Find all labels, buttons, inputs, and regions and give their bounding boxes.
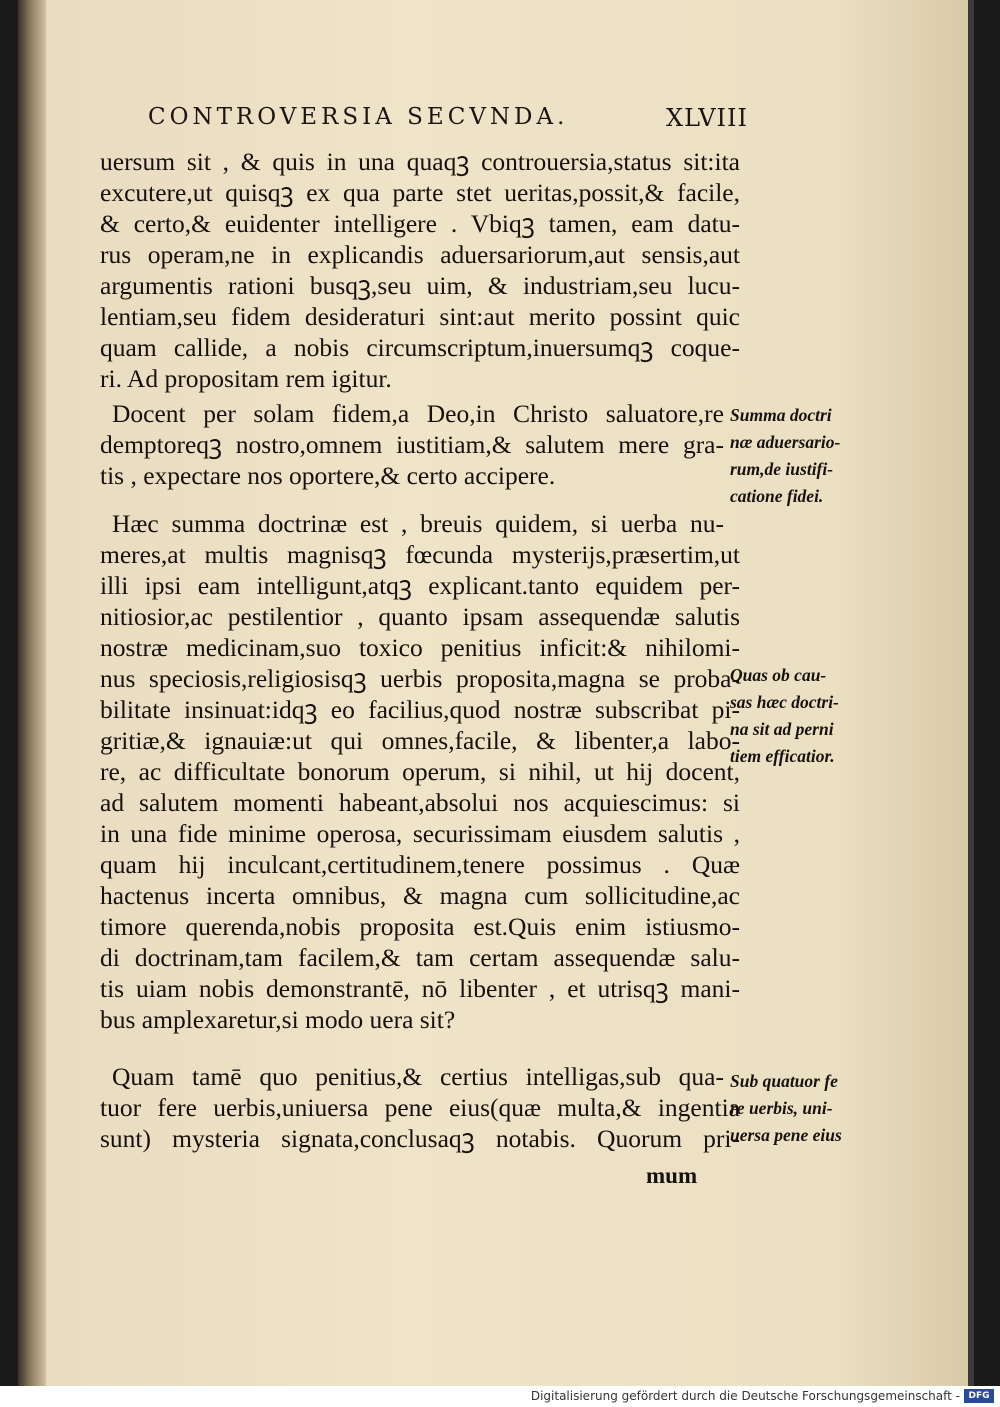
margin-note <box>730 662 866 770</box>
text-line: tuor fere uerbis,uniuersa pene eius(quæ multa,& ingentia <box>100 1093 740 1122</box>
folio-number: XLVIII <box>666 104 748 132</box>
margin-note-line: uersa pene eius <box>730 1125 842 1145</box>
text-line: re, ac difficultate bonorum operum, si nihil, ut hij docent, <box>100 757 740 786</box>
text-line: gritiæ,& ignauiæ:ut qui omnes,facile, & libenter,a labo- <box>100 726 740 755</box>
margin-note-line: rum,de iustifi- <box>730 459 834 479</box>
margin-note-line: næ aduersario- <box>730 432 841 452</box>
text-line: bilitate insinuat:idqꝫ eo facilius,quod nostræ subscribat pi- <box>100 695 740 724</box>
text-line: Quam tamē quo penitius,& certius intelligas,sub qua- <box>112 1062 724 1091</box>
margin-note-line: catione fidei. <box>730 486 824 506</box>
text-line: tis uiam nobis demonstrantē, nō libenter , et utrisqꝫ mani- <box>100 974 740 1003</box>
text-line: meres,at multis magnisqꝫ fœcunda mysterijs,præsertim,ut <box>100 540 740 569</box>
text-line: Hæc summa doctrinæ est , breuis quidem, si uerba nu- <box>112 509 724 538</box>
page-header <box>148 104 748 144</box>
text-line: illi ipsi eam intelligunt,atqꝫ explicant.tanto equidem per- <box>100 571 740 600</box>
text-line: excutere,ut quisqꝫ ex qua parte stet ueritas,possit,& facile, <box>100 178 740 207</box>
text-line: quam hij inculcant,certitudinem,tenere possimus . Quæ <box>100 850 740 879</box>
catchword: mum <box>646 1163 698 1188</box>
page-gutter-shadow <box>18 0 46 1386</box>
text-line: timore querenda,nobis proposita est.Quis enim istiusmo- <box>100 912 740 941</box>
text-line: lentiam,seu fidem desideraturi sint:aut merito possint quic <box>100 302 740 331</box>
text-line: demptoreqꝫ nostro,omnem iustitiam,& salutem mere gra- <box>100 430 724 459</box>
margin-note-line: tiem efficatior. <box>730 746 835 766</box>
dfg-logo: DFG <box>964 1389 994 1403</box>
text-line: nus speciosis,religiosisqꝫ uerbis proposita,magna se proba- <box>100 664 740 693</box>
text-line: quam callide, a nobis circumscriptum,inuersumqꝫ coque- <box>100 333 740 362</box>
text-line: sunt) mysteria signata,conclusaqꝫ notabis. Quorum pri- <box>100 1124 740 1153</box>
text-line: uersum sit , & quis in una quaqꝫ controuersia,status sit:ita <box>100 147 740 176</box>
margin-note-line: Quas ob cau- <box>730 665 827 685</box>
text-line: & certo,& euidenter intelligere . Vbiqꝫ tamen, eam datu- <box>100 209 740 238</box>
text-line: ad salutem momenti habeant,absolui nos acquiescimus: si <box>100 788 740 817</box>
text-line: nitiosior,ac pestilentior , quanto ipsam assequendæ salutis <box>100 602 740 631</box>
text-line: in una fide minime operosa, securissimam eiusdem salutis , <box>100 819 740 848</box>
text-line: Docent per solam fidem,a Deo,in Christo saluatore,re <box>112 399 724 428</box>
margin-note <box>730 1068 866 1149</box>
text-line: hactenus incerta omnibus, & magna cum sollicitudine,ac <box>100 881 740 910</box>
funding-footer <box>0 1386 1000 1407</box>
running-head: CONTROVERSIA SECVNDA. <box>148 104 569 130</box>
text-line: di doctrinam,tam facilem,& tam certam assequendæ salu- <box>100 943 740 972</box>
page-right-edge <box>968 0 974 1386</box>
margin-note <box>730 402 866 510</box>
margin-note-line: re uerbis, uni- <box>730 1098 833 1118</box>
margin-note-line: Summa doctri <box>730 405 832 425</box>
margin-note-line: Sub quatuor fe <box>730 1071 838 1091</box>
text-line: rus operam,ne in explicandis aduersariorum,aut sensis,aut <box>100 240 740 269</box>
margin-note-line: na sit ad perni <box>730 719 834 739</box>
text-line: nostræ medicinam,suo toxico penitius inficit:& nihilomi- <box>100 633 740 662</box>
margin-note-line: sas hæc doctri- <box>730 692 839 712</box>
text-line: tis , expectare nos oportere,& certo accipere. <box>100 461 556 490</box>
text-line: bus amplexaretur,si modo uera sit? <box>100 1005 456 1034</box>
book-page <box>18 0 974 1386</box>
text-line: ri. Ad propositam rem igitur. <box>100 364 392 393</box>
text-line: argumentis rationi busqꝫ,seu uim, & industriam,seu lucu- <box>100 271 740 300</box>
funding-credit: Digitalisierung gefördert durch die Deutsche Forschungsgemeinschaft - <box>530 1389 960 1403</box>
